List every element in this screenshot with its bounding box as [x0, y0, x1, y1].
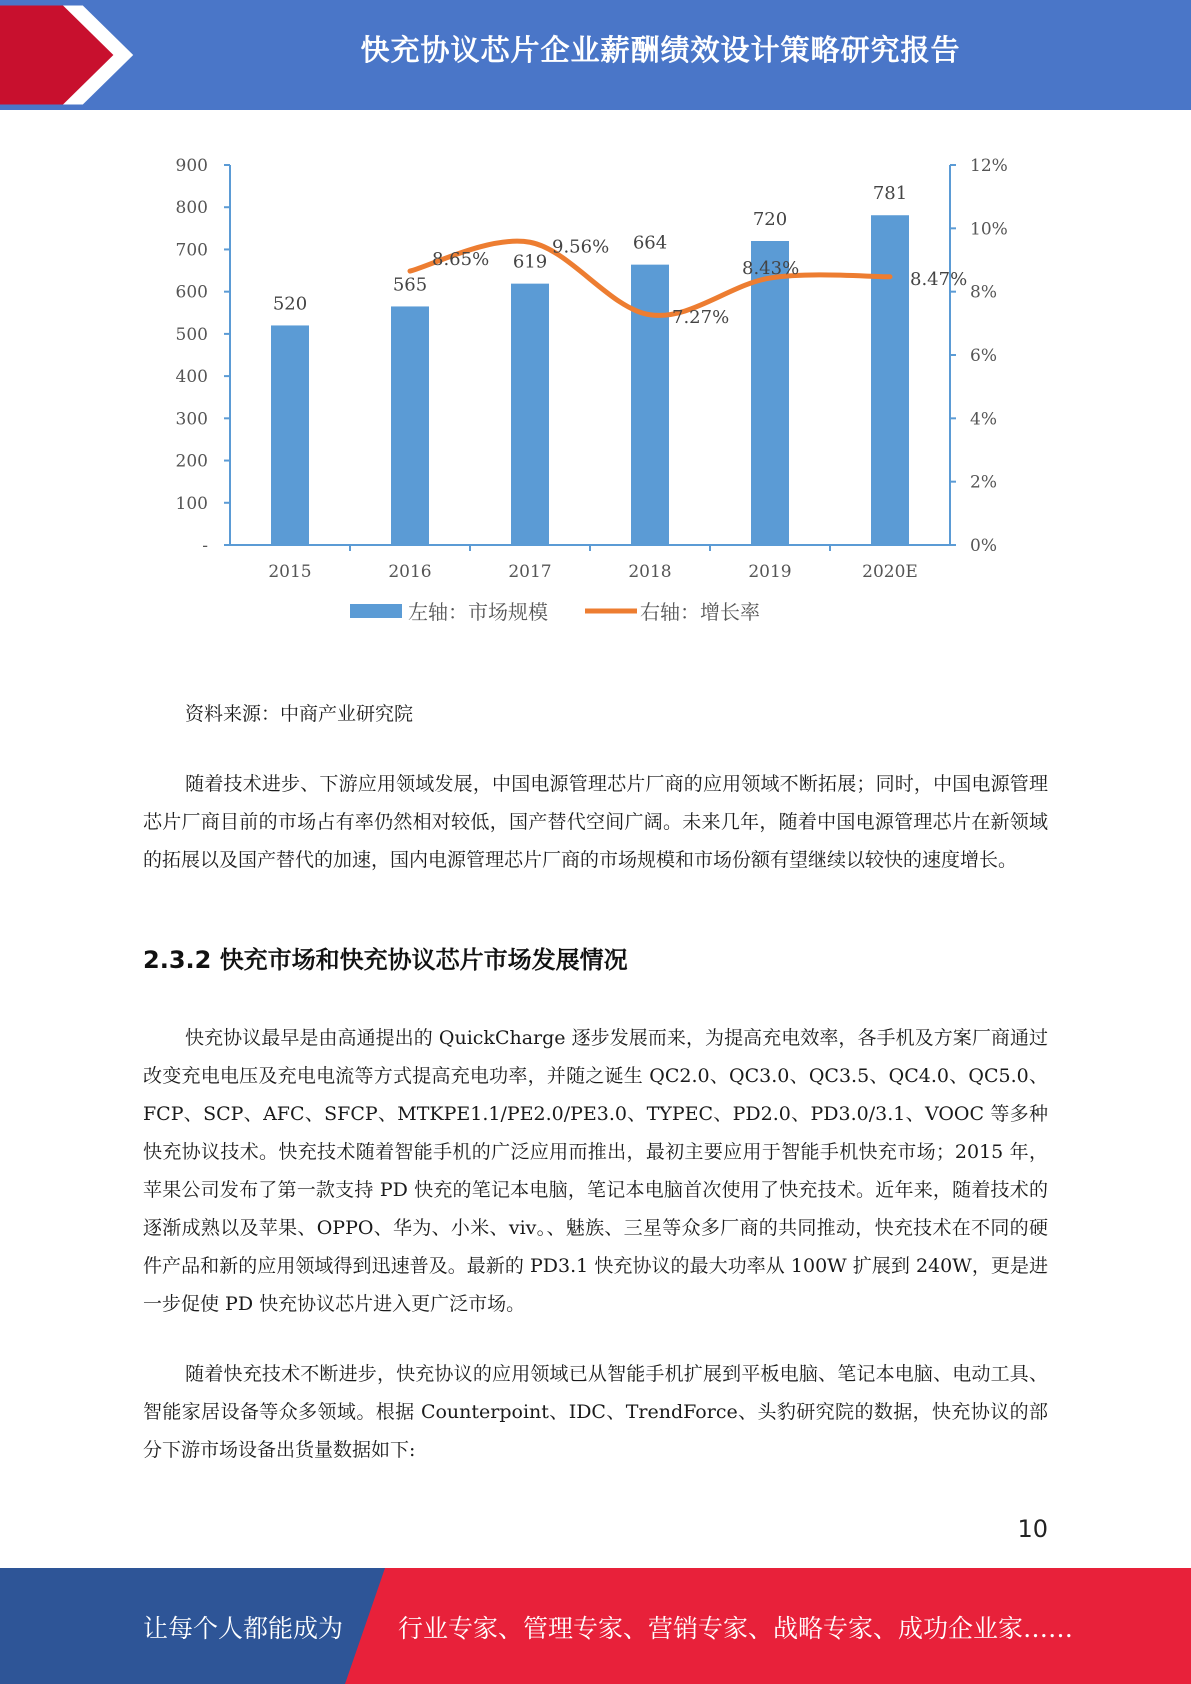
left-tick-label: 500: [175, 324, 208, 345]
bar-value-label: 565: [392, 274, 428, 296]
legend-swatch-bar: [350, 604, 402, 618]
bar-2016: [391, 306, 429, 545]
paragraph-3: [143, 1355, 1048, 1469]
bar-value-label: 520: [272, 293, 308, 315]
bar-2020E: [871, 215, 909, 545]
paragraph-2: [143, 1019, 1048, 1323]
x-tick-label: 2019: [748, 562, 792, 582]
right-tick-label: 2%: [970, 472, 997, 493]
page-header: [0, 0, 1191, 110]
x-tick-label: 2015: [268, 562, 312, 582]
left-tick-label: 400: [175, 367, 208, 388]
x-tick-label: 2018: [628, 562, 672, 582]
right-tick-label: 8%: [970, 282, 997, 303]
paragraph-2-text: 快充协议最早是由高通提出的 QuickCharge 逐步发展而来，为提高充电效率，各手机及方案厂商通过改变充电电压及充电电流等方式提高充电功率，并随之诞生 QC2.0、QC3.0、QC3.5、QC4.0、QC5.0、FCP、SCP、AFC、SFCP、MTKPE1.1/PE2.0/PE3.0、TYPEC、PD2.0、PD3.0/3.1、VOOC 等多种快充协议技术。快充技术随着智能手机的广泛应用而推出，最初主要应用于智能手机快充市场；2015 年，苹果公司发布了第一款支持 PD 快充的笔记本电脑，笔记本电脑首次使用了快充技术。近年来，随着技术的逐渐成熟以及苹果、OPPO、华为、小米、viv。、魅族、三星等众多厂商的共同推动，快充技术在不同的硬件产品和新的应用领域得到迅速普及。最新的 PD3.1 快充协议的最大功率从 100W 扩展到 240W，更是进一步促使 PD 快充协议芯片进入更广泛市场。: [143, 1027, 1048, 1315]
page-footer: [0, 1568, 1191, 1684]
paragraph-1: [143, 765, 1048, 879]
legend-label-line: 右轴：增长率: [640, 600, 760, 624]
left-tick-label: 600: [175, 282, 208, 303]
left-tick-label: 900: [175, 156, 208, 176]
left-tick-label: 700: [175, 240, 208, 261]
left-tick-label: 200: [175, 451, 208, 472]
growth-rate-label: 9.56%: [552, 236, 610, 258]
bar-value-label: 720: [752, 209, 788, 230]
chart-svg: [150, 145, 1030, 655]
header-arrow-logo: [0, 0, 135, 110]
growth-rate-label: 8.47%: [910, 268, 968, 290]
x-tick-label: 2016: [388, 562, 432, 582]
report-title: 快充协议芯片企业薪酬绩效设计策略研究报告: [360, 33, 961, 67]
right-tick-label: 6%: [970, 346, 997, 366]
market-size-chart: [150, 145, 1030, 655]
bar-2015: [271, 325, 309, 545]
growth-rate-label: 8.65%: [432, 249, 490, 271]
bar-value-label: 664: [632, 232, 668, 254]
bar-value-label: 781: [872, 183, 908, 205]
paragraph-3-text: 随着快充技术不断进步，快充协议的应用领域已从智能手机扩展到平板电脑、笔记本电脑、电动工具、智能家居设备等众多领域。根据 Counterpoint、IDC、TrendForce、头豹研究院的数据，快充协议的部分下游市场设备出货量数据如下:: [143, 1363, 1048, 1461]
left-tick-label: -: [202, 536, 208, 556]
bar-2017: [511, 284, 549, 545]
bar-value-label: 619: [512, 251, 548, 273]
footer-slogan-left: 让每个人都能成为: [143, 1614, 344, 1643]
bar-2019: [751, 241, 789, 545]
left-tick-label: 100: [175, 493, 208, 514]
right-tick-label: 10%: [970, 219, 1008, 240]
right-tick-label: 4%: [970, 409, 997, 430]
x-tick-label: 2017: [508, 562, 552, 582]
x-tick-label: 2020E: [862, 562, 918, 582]
left-tick-label: 800: [175, 198, 208, 219]
growth-rate-label: 8.43%: [742, 258, 800, 280]
right-tick-label: 0%: [970, 536, 997, 556]
chart-source: 资料来源：中商产业研究院: [185, 703, 414, 725]
left-tick-label: 300: [175, 409, 208, 430]
paragraph-1-text: 随着技术进步、下游应用领域发展，中国电源管理芯片厂商的应用领域不断拓展；同时，中国电源管理芯片厂商目前的市场占有率仍然相对较低，国产替代空间广阔。未来几年，随着中国电源管理芯片在新领域的拓展以及国产替代的加速，国内电源管理芯片厂商的市场规模和市场份额有望继续以较快的速度增长。: [143, 773, 1048, 871]
growth-rate-label: 7.27%: [672, 306, 730, 328]
section-heading: 2.3.2 快充市场和快充协议芯片市场发展情况: [143, 946, 628, 974]
right-tick-label: 12%: [970, 156, 1008, 176]
bar-2018: [631, 265, 669, 545]
page-number: 10: [1017, 1515, 1048, 1543]
footer-slogan-right: 行业专家、管理专家、营销专家、战略专家、成功企业家……: [398, 1614, 1074, 1643]
legend-label-bar: 左轴：市场规模: [408, 600, 548, 624]
